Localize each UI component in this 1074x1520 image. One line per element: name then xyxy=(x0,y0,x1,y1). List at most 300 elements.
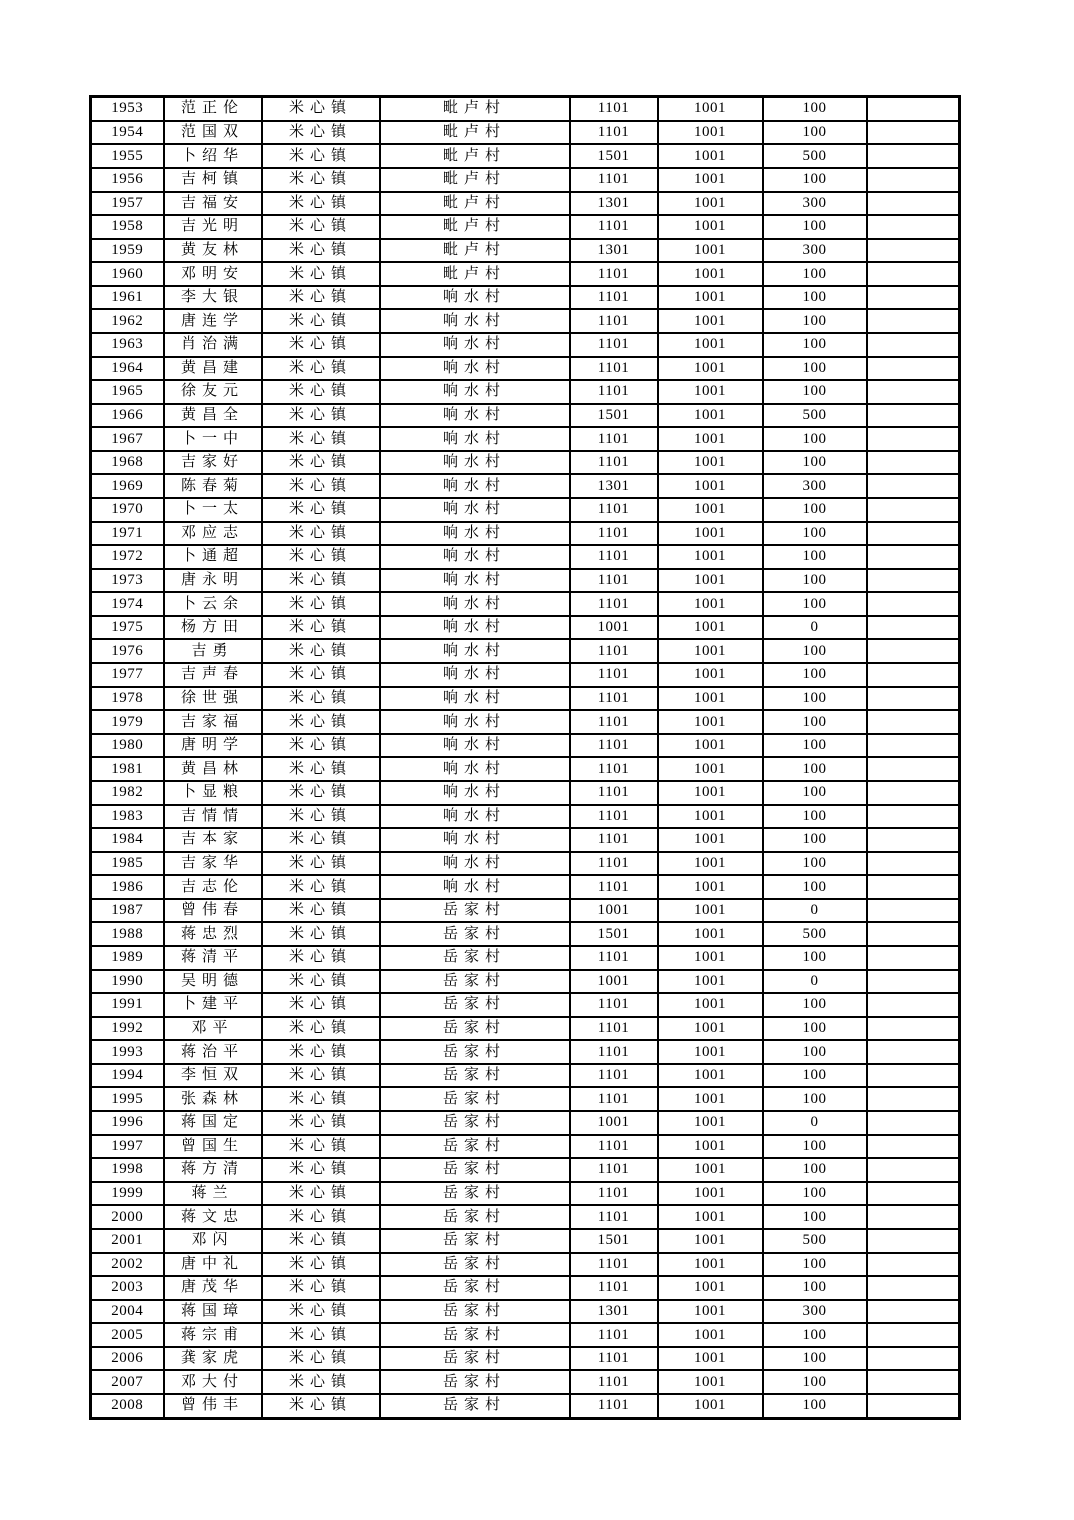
cell-amount-1: 1101 xyxy=(570,215,658,239)
cell-person-name: 黄友林 xyxy=(164,239,262,263)
cell-amount-3: 100 xyxy=(763,805,867,829)
cell-blank xyxy=(867,710,960,734)
table-row xyxy=(91,1370,960,1394)
cell-town: 米心镇 xyxy=(262,1276,380,1300)
cell-serial-number: 1968 xyxy=(91,451,164,475)
cell-amount-2: 1001 xyxy=(658,1323,763,1347)
cell-serial-number: 1985 xyxy=(91,852,164,876)
cell-blank xyxy=(867,970,960,994)
cell-town: 米心镇 xyxy=(262,805,380,829)
cell-amount-3: 100 xyxy=(763,451,867,475)
cell-town: 米心镇 xyxy=(262,922,380,946)
cell-amount-2: 1001 xyxy=(658,144,763,168)
table-row xyxy=(91,616,960,640)
cell-amount-1: 1101 xyxy=(570,1394,658,1419)
cell-amount-2: 1001 xyxy=(658,380,763,404)
cell-amount-3: 100 xyxy=(763,97,867,121)
cell-amount-2: 1001 xyxy=(658,262,763,286)
roster-table xyxy=(89,95,961,1420)
cell-town: 米心镇 xyxy=(262,286,380,310)
cell-town: 米心镇 xyxy=(262,309,380,333)
cell-amount-3: 100 xyxy=(763,828,867,852)
cell-town: 米心镇 xyxy=(262,168,380,192)
cell-amount-1: 1101 xyxy=(570,1253,658,1277)
table-row xyxy=(91,781,960,805)
cell-blank xyxy=(867,121,960,145)
cell-person-name: 蒋文忠 xyxy=(164,1205,262,1229)
cell-blank xyxy=(867,946,960,970)
table-row xyxy=(91,522,960,546)
cell-person-name: 卜建平 xyxy=(164,993,262,1017)
cell-person-name: 吉家好 xyxy=(164,451,262,475)
table-row xyxy=(91,545,960,569)
cell-person-name: 蒋清平 xyxy=(164,946,262,970)
cell-amount-1: 1101 xyxy=(570,1205,658,1229)
cell-amount-1: 1501 xyxy=(570,404,658,428)
cell-village: 响水村 xyxy=(380,357,570,381)
cell-blank xyxy=(867,687,960,711)
cell-blank xyxy=(867,828,960,852)
cell-amount-3: 100 xyxy=(763,1276,867,1300)
cell-village: 岳家村 xyxy=(380,993,570,1017)
cell-amount-2: 1001 xyxy=(658,168,763,192)
cell-amount-2: 1001 xyxy=(658,192,763,216)
cell-amount-2: 1001 xyxy=(658,616,763,640)
cell-person-name: 唐明学 xyxy=(164,734,262,758)
table-row xyxy=(91,875,960,899)
cell-amount-3: 0 xyxy=(763,1111,867,1135)
cell-village: 响水村 xyxy=(380,592,570,616)
cell-town: 米心镇 xyxy=(262,474,380,498)
cell-person-name: 曾伟丰 xyxy=(164,1394,262,1419)
cell-town: 米心镇 xyxy=(262,404,380,428)
cell-village: 岳家村 xyxy=(380,1300,570,1324)
cell-amount-3: 100 xyxy=(763,121,867,145)
cell-person-name: 卜一中 xyxy=(164,427,262,451)
cell-serial-number: 1971 xyxy=(91,522,164,546)
table-row xyxy=(91,144,960,168)
cell-village: 岳家村 xyxy=(380,1323,570,1347)
cell-serial-number: 2008 xyxy=(91,1394,164,1419)
cell-blank xyxy=(867,1323,960,1347)
cell-village: 响水村 xyxy=(380,569,570,593)
cell-amount-3: 300 xyxy=(763,1300,867,1324)
cell-serial-number: 1997 xyxy=(91,1135,164,1159)
cell-serial-number: 1958 xyxy=(91,215,164,239)
cell-amount-1: 1301 xyxy=(570,192,658,216)
cell-blank xyxy=(867,427,960,451)
cell-person-name: 邓平 xyxy=(164,1017,262,1041)
cell-blank xyxy=(867,1087,960,1111)
cell-village: 响水村 xyxy=(380,710,570,734)
cell-amount-3: 100 xyxy=(763,1394,867,1419)
cell-blank xyxy=(867,286,960,310)
cell-amount-1: 1101 xyxy=(570,828,658,852)
cell-blank xyxy=(867,498,960,522)
cell-amount-2: 1001 xyxy=(658,852,763,876)
cell-person-name: 卜显粮 xyxy=(164,781,262,805)
cell-amount-1: 1101 xyxy=(570,946,658,970)
cell-amount-1: 1101 xyxy=(570,805,658,829)
cell-village: 岳家村 xyxy=(380,1276,570,1300)
cell-town: 米心镇 xyxy=(262,946,380,970)
cell-village: 响水村 xyxy=(380,286,570,310)
cell-town: 米心镇 xyxy=(262,215,380,239)
cell-serial-number: 1982 xyxy=(91,781,164,805)
cell-person-name: 邓应志 xyxy=(164,522,262,546)
cell-village: 毗卢村 xyxy=(380,215,570,239)
cell-serial-number: 1998 xyxy=(91,1158,164,1182)
cell-village: 岳家村 xyxy=(380,1017,570,1041)
cell-serial-number: 1980 xyxy=(91,734,164,758)
table-row xyxy=(91,1323,960,1347)
cell-serial-number: 1963 xyxy=(91,333,164,357)
cell-town: 米心镇 xyxy=(262,710,380,734)
cell-serial-number: 1967 xyxy=(91,427,164,451)
cell-amount-2: 1001 xyxy=(658,710,763,734)
cell-blank xyxy=(867,616,960,640)
cell-blank xyxy=(867,875,960,899)
cell-blank xyxy=(867,309,960,333)
cell-blank xyxy=(867,474,960,498)
cell-serial-number: 1995 xyxy=(91,1087,164,1111)
cell-village: 岳家村 xyxy=(380,1135,570,1159)
cell-amount-2: 1001 xyxy=(658,781,763,805)
cell-amount-2: 1001 xyxy=(658,1182,763,1206)
cell-village: 响水村 xyxy=(380,309,570,333)
cell-blank xyxy=(867,805,960,829)
cell-blank xyxy=(867,1158,960,1182)
cell-amount-1: 1101 xyxy=(570,757,658,781)
cell-amount-1: 1101 xyxy=(570,1040,658,1064)
cell-amount-2: 1001 xyxy=(658,757,763,781)
cell-village: 响水村 xyxy=(380,616,570,640)
cell-village: 响水村 xyxy=(380,852,570,876)
cell-amount-1: 1101 xyxy=(570,427,658,451)
cell-blank xyxy=(867,192,960,216)
table-row xyxy=(91,121,960,145)
cell-town: 米心镇 xyxy=(262,734,380,758)
cell-person-name: 李恒双 xyxy=(164,1064,262,1088)
cell-amount-2: 1001 xyxy=(658,1394,763,1419)
cell-village: 岳家村 xyxy=(380,1040,570,1064)
cell-amount-3: 100 xyxy=(763,592,867,616)
cell-town: 米心镇 xyxy=(262,757,380,781)
cell-town: 米心镇 xyxy=(262,1394,380,1419)
cell-town: 米心镇 xyxy=(262,522,380,546)
cell-village: 岳家村 xyxy=(380,1087,570,1111)
table-row xyxy=(91,1276,960,1300)
cell-amount-2: 1001 xyxy=(658,474,763,498)
table-row xyxy=(91,639,960,663)
cell-person-name: 范正伦 xyxy=(164,97,262,121)
cell-village: 岳家村 xyxy=(380,1370,570,1394)
cell-amount-3: 100 xyxy=(763,262,867,286)
cell-person-name: 蒋国璋 xyxy=(164,1300,262,1324)
cell-serial-number: 1954 xyxy=(91,121,164,145)
cell-amount-3: 100 xyxy=(763,1040,867,1064)
cell-person-name: 唐永明 xyxy=(164,569,262,593)
cell-blank xyxy=(867,1300,960,1324)
cell-serial-number: 1962 xyxy=(91,309,164,333)
cell-amount-1: 1101 xyxy=(570,333,658,357)
cell-town: 米心镇 xyxy=(262,852,380,876)
cell-person-name: 曾伟春 xyxy=(164,899,262,923)
cell-amount-3: 100 xyxy=(763,663,867,687)
cell-amount-2: 1001 xyxy=(658,309,763,333)
cell-town: 米心镇 xyxy=(262,380,380,404)
cell-town: 米心镇 xyxy=(262,545,380,569)
table-row xyxy=(91,357,960,381)
cell-village: 响水村 xyxy=(380,828,570,852)
cell-blank xyxy=(867,1135,960,1159)
cell-serial-number: 1977 xyxy=(91,663,164,687)
cell-amount-2: 1001 xyxy=(658,805,763,829)
cell-person-name: 卜通超 xyxy=(164,545,262,569)
cell-town: 米心镇 xyxy=(262,1135,380,1159)
cell-town: 米心镇 xyxy=(262,616,380,640)
cell-amount-3: 100 xyxy=(763,380,867,404)
cell-village: 响水村 xyxy=(380,757,570,781)
cell-town: 米心镇 xyxy=(262,451,380,475)
cell-town: 米心镇 xyxy=(262,781,380,805)
table-row xyxy=(91,380,960,404)
cell-town: 米心镇 xyxy=(262,569,380,593)
cell-person-name: 邓大付 xyxy=(164,1370,262,1394)
cell-amount-3: 100 xyxy=(763,427,867,451)
cell-amount-2: 1001 xyxy=(658,970,763,994)
cell-blank xyxy=(867,522,960,546)
cell-amount-2: 1001 xyxy=(658,663,763,687)
cell-amount-3: 100 xyxy=(763,875,867,899)
cell-serial-number: 1994 xyxy=(91,1064,164,1088)
cell-village: 岳家村 xyxy=(380,1347,570,1371)
cell-serial-number: 1979 xyxy=(91,710,164,734)
cell-town: 米心镇 xyxy=(262,1087,380,1111)
cell-amount-1: 1101 xyxy=(570,1276,658,1300)
cell-serial-number: 2004 xyxy=(91,1300,164,1324)
cell-person-name: 黄昌林 xyxy=(164,757,262,781)
cell-amount-2: 1001 xyxy=(658,875,763,899)
cell-person-name: 黄昌建 xyxy=(164,357,262,381)
cell-blank xyxy=(867,899,960,923)
cell-village: 岳家村 xyxy=(380,1253,570,1277)
cell-serial-number: 1981 xyxy=(91,757,164,781)
cell-amount-2: 1001 xyxy=(658,993,763,1017)
cell-person-name: 蒋国定 xyxy=(164,1111,262,1135)
table-row xyxy=(91,734,960,758)
cell-amount-3: 100 xyxy=(763,757,867,781)
cell-serial-number: 1960 xyxy=(91,262,164,286)
cell-village: 响水村 xyxy=(380,522,570,546)
cell-town: 米心镇 xyxy=(262,1158,380,1182)
cell-village: 岳家村 xyxy=(380,899,570,923)
table-row xyxy=(91,1040,960,1064)
cell-town: 米心镇 xyxy=(262,993,380,1017)
table-row xyxy=(91,215,960,239)
cell-amount-2: 1001 xyxy=(658,946,763,970)
cell-amount-2: 1001 xyxy=(658,1300,763,1324)
cell-blank xyxy=(867,357,960,381)
cell-amount-3: 500 xyxy=(763,1229,867,1253)
cell-serial-number: 1978 xyxy=(91,687,164,711)
cell-amount-3: 500 xyxy=(763,922,867,946)
cell-serial-number: 1966 xyxy=(91,404,164,428)
cell-amount-1: 1301 xyxy=(570,1300,658,1324)
cell-amount-3: 100 xyxy=(763,687,867,711)
cell-blank xyxy=(867,639,960,663)
cell-amount-2: 1001 xyxy=(658,522,763,546)
cell-village: 响水村 xyxy=(380,639,570,663)
cell-town: 米心镇 xyxy=(262,1017,380,1041)
cell-village: 岳家村 xyxy=(380,1064,570,1088)
cell-amount-3: 100 xyxy=(763,286,867,310)
cell-town: 米心镇 xyxy=(262,1300,380,1324)
cell-village: 响水村 xyxy=(380,663,570,687)
table-row xyxy=(91,592,960,616)
table-row xyxy=(91,333,960,357)
cell-amount-3: 100 xyxy=(763,1253,867,1277)
cell-town: 米心镇 xyxy=(262,97,380,121)
cell-amount-3: 100 xyxy=(763,357,867,381)
cell-amount-3: 100 xyxy=(763,1135,867,1159)
cell-amount-2: 1001 xyxy=(658,357,763,381)
cell-serial-number: 1959 xyxy=(91,239,164,263)
cell-amount-1: 1101 xyxy=(570,1182,658,1206)
cell-village: 响水村 xyxy=(380,734,570,758)
cell-amount-3: 100 xyxy=(763,498,867,522)
cell-amount-1: 1001 xyxy=(570,616,658,640)
cell-amount-1: 1101 xyxy=(570,262,658,286)
cell-amount-1: 1101 xyxy=(570,663,658,687)
table-row xyxy=(91,168,960,192)
table-row xyxy=(91,710,960,734)
cell-amount-3: 100 xyxy=(763,1064,867,1088)
cell-serial-number: 1987 xyxy=(91,899,164,923)
cell-amount-2: 1001 xyxy=(658,498,763,522)
cell-person-name: 吉家福 xyxy=(164,710,262,734)
cell-person-name: 肖治满 xyxy=(164,333,262,357)
cell-person-name: 吉情情 xyxy=(164,805,262,829)
cell-town: 米心镇 xyxy=(262,144,380,168)
cell-village: 响水村 xyxy=(380,451,570,475)
cell-person-name: 卜一太 xyxy=(164,498,262,522)
cell-village: 毗卢村 xyxy=(380,168,570,192)
cell-town: 米心镇 xyxy=(262,1347,380,1371)
cell-amount-2: 1001 xyxy=(658,1253,763,1277)
cell-amount-2: 1001 xyxy=(658,1276,763,1300)
cell-amount-3: 100 xyxy=(763,852,867,876)
cell-village: 岳家村 xyxy=(380,1394,570,1419)
cell-serial-number: 1989 xyxy=(91,946,164,970)
cell-serial-number: 1972 xyxy=(91,545,164,569)
cell-serial-number: 1990 xyxy=(91,970,164,994)
cell-blank xyxy=(867,734,960,758)
cell-town: 米心镇 xyxy=(262,427,380,451)
cell-amount-3: 300 xyxy=(763,239,867,263)
cell-serial-number: 1976 xyxy=(91,639,164,663)
cell-amount-3: 100 xyxy=(763,1205,867,1229)
cell-amount-2: 1001 xyxy=(658,828,763,852)
table-row xyxy=(91,828,960,852)
cell-amount-1: 1101 xyxy=(570,1323,658,1347)
cell-amount-3: 100 xyxy=(763,333,867,357)
cell-amount-2: 1001 xyxy=(658,97,763,121)
cell-amount-3: 100 xyxy=(763,1347,867,1371)
cell-person-name: 蒋兰 xyxy=(164,1182,262,1206)
cell-person-name: 卜云余 xyxy=(164,592,262,616)
cell-amount-1: 1101 xyxy=(570,1017,658,1041)
cell-amount-2: 1001 xyxy=(658,639,763,663)
cell-person-name: 李大银 xyxy=(164,286,262,310)
cell-blank xyxy=(867,993,960,1017)
cell-person-name: 吉柯镇 xyxy=(164,168,262,192)
cell-amount-1: 1101 xyxy=(570,569,658,593)
cell-amount-3: 500 xyxy=(763,144,867,168)
cell-blank xyxy=(867,404,960,428)
cell-amount-1: 1101 xyxy=(570,852,658,876)
table-row xyxy=(91,687,960,711)
cell-amount-1: 1101 xyxy=(570,121,658,145)
cell-amount-2: 1001 xyxy=(658,899,763,923)
cell-blank xyxy=(867,1182,960,1206)
cell-person-name: 唐中礼 xyxy=(164,1253,262,1277)
cell-person-name: 吴明德 xyxy=(164,970,262,994)
cell-person-name: 曾国生 xyxy=(164,1135,262,1159)
cell-blank xyxy=(867,1111,960,1135)
cell-town: 米心镇 xyxy=(262,121,380,145)
cell-amount-2: 1001 xyxy=(658,1135,763,1159)
cell-blank xyxy=(867,1229,960,1253)
cell-town: 米心镇 xyxy=(262,1253,380,1277)
cell-town: 米心镇 xyxy=(262,828,380,852)
cell-amount-1: 1101 xyxy=(570,357,658,381)
cell-serial-number: 1964 xyxy=(91,357,164,381)
cell-amount-1: 1101 xyxy=(570,380,658,404)
cell-amount-1: 1101 xyxy=(570,522,658,546)
cell-person-name: 蒋忠烈 xyxy=(164,922,262,946)
cell-amount-1: 1101 xyxy=(570,710,658,734)
cell-town: 米心镇 xyxy=(262,663,380,687)
table-row xyxy=(91,1300,960,1324)
cell-village: 响水村 xyxy=(380,333,570,357)
cell-person-name: 吉志伦 xyxy=(164,875,262,899)
cell-blank xyxy=(867,262,960,286)
cell-town: 米心镇 xyxy=(262,687,380,711)
cell-blank xyxy=(867,757,960,781)
table-row xyxy=(91,474,960,498)
cell-person-name: 吉勇 xyxy=(164,639,262,663)
cell-amount-1: 1101 xyxy=(570,1135,658,1159)
cell-amount-3: 100 xyxy=(763,569,867,593)
cell-amount-2: 1001 xyxy=(658,333,763,357)
cell-village: 岳家村 xyxy=(380,1158,570,1182)
cell-blank xyxy=(867,1394,960,1419)
cell-person-name: 范国双 xyxy=(164,121,262,145)
cell-amount-1: 1001 xyxy=(570,970,658,994)
cell-serial-number: 2006 xyxy=(91,1347,164,1371)
table-row xyxy=(91,970,960,994)
cell-amount-3: 300 xyxy=(763,474,867,498)
cell-serial-number: 2005 xyxy=(91,1323,164,1347)
cell-village: 毗卢村 xyxy=(380,262,570,286)
table-row xyxy=(91,97,960,121)
cell-amount-2: 1001 xyxy=(658,569,763,593)
cell-person-name: 吉光明 xyxy=(164,215,262,239)
cell-town: 米心镇 xyxy=(262,1229,380,1253)
cell-amount-3: 100 xyxy=(763,309,867,333)
cell-amount-1: 1101 xyxy=(570,545,658,569)
